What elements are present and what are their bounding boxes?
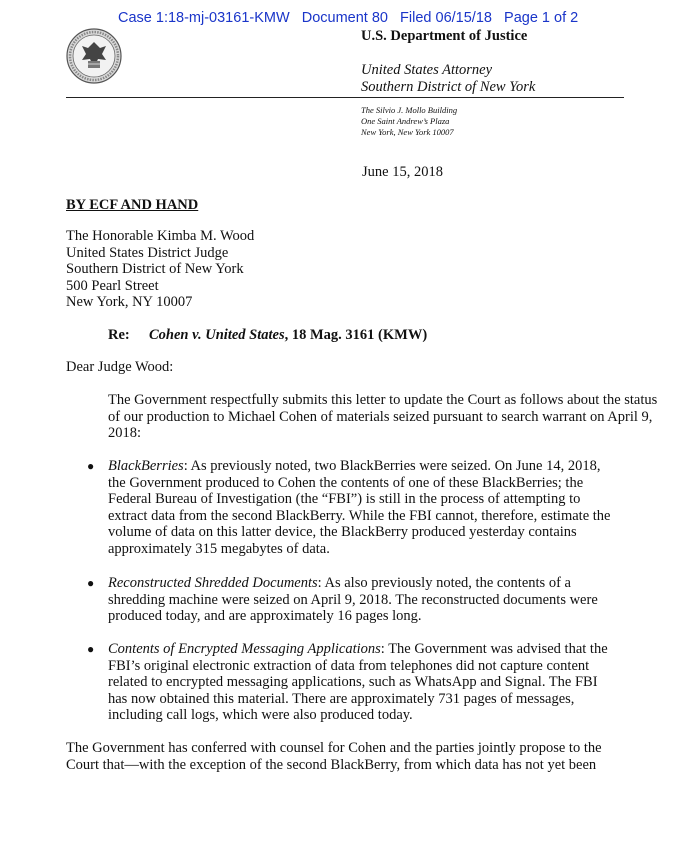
closing-paragraph: The Government has conferred with counsel for Cohen and the parties jointly propose to the Court that—with the exception of the second BlackBerry, from which data has not yet been: [66, 740, 602, 773]
bullet-item-shredded-documents: [87, 575, 620, 625]
bullet-title: BlackBerries: [108, 458, 184, 474]
address-line-2: One Saint Andrew’s Plaza: [361, 116, 450, 126]
intro-paragraph: The Government respectfully submits this letter to update the Court as follows about the status of our production to Michael Cohen of materials seized pursuant to search warrant on April 9, 2018:: [108, 392, 658, 442]
address-line-3: New York, New York 10007: [361, 127, 454, 137]
recipient-address: [66, 228, 254, 311]
bullet-text: : The Government was advised that the FBI’s original electronic extraction of data from telephones did not capture content related to encrypted messaging applications, such as WhatsApp and Signal. The FBI has now obtained this material. There are approximately 731 pages of messages, including call logs, which were also produced today.: [108, 641, 608, 724]
bullet-text: : As also previously noted, the contents of a shredding machine were seized on April 9, 2018. The reconstructed documents were produced today, and are approximately 16 pages long.: [108, 575, 598, 625]
re-case-number: , 18 Mag. 3161 (KMW): [284, 327, 428, 343]
header-divider: [66, 97, 624, 98]
office-line-2: Southern District of New York: [361, 79, 536, 95]
bullet-text: : As previously noted, two BlackBerries were seized. On June 14, 2018, the Government produced to Cohen the contents of one of these BlackBerries; the Federal Bureau of Investigation (the “FBI”) is still in the process of attempting to extract data from the second BlackBerry. While the FBI cannot, therefore, estimate the volume of data on this latter device, the BlackBerry produced yesterday contains approximately 315 megabytes of data.: [108, 458, 611, 557]
re-case-name: Cohen v. United States: [149, 327, 285, 343]
letter-date: June 15, 2018: [362, 164, 443, 180]
bullet-icon: ●: [87, 459, 95, 473]
recipient-line-4: 500 Pearl Street: [66, 277, 159, 294]
recipient-line-1: The Honorable Kimba M. Wood: [66, 228, 255, 244]
bullet-item-blackberries: [87, 458, 620, 558]
bullet-title: Reconstructed Shredded Documents: [108, 575, 318, 591]
office-line-1: United States Attorney: [361, 62, 493, 78]
delivery-method: BY ECF AND HAND: [66, 197, 199, 213]
office-address: [361, 105, 457, 138]
department-name: U.S. Department of Justice: [361, 28, 528, 44]
address-line-1: The Silvio J. Mollo Building: [361, 105, 458, 115]
recipient-line-2: United States District Judge: [66, 244, 229, 261]
recipient-line-5: New York, NY 10007: [66, 294, 193, 310]
office-name: [361, 62, 535, 96]
filing-stamp: Case 1:18-mj-03161-KMW Document 80 Filed 06/15/18 Page 1 of 2: [118, 10, 579, 26]
doj-seal-icon: [66, 28, 122, 84]
bullet-icon: ●: [87, 576, 95, 590]
recipient-line-3: Southern District of New York: [66, 261, 244, 277]
re-line: [108, 327, 427, 344]
bullet-icon: ●: [87, 642, 95, 656]
re-label: Re:: [108, 327, 130, 343]
bullet-title: Contents of Encrypted Messaging Applications: [108, 641, 381, 657]
salutation: Dear Judge Wood:: [66, 359, 174, 375]
bullet-item-encrypted-messaging: [87, 641, 620, 724]
